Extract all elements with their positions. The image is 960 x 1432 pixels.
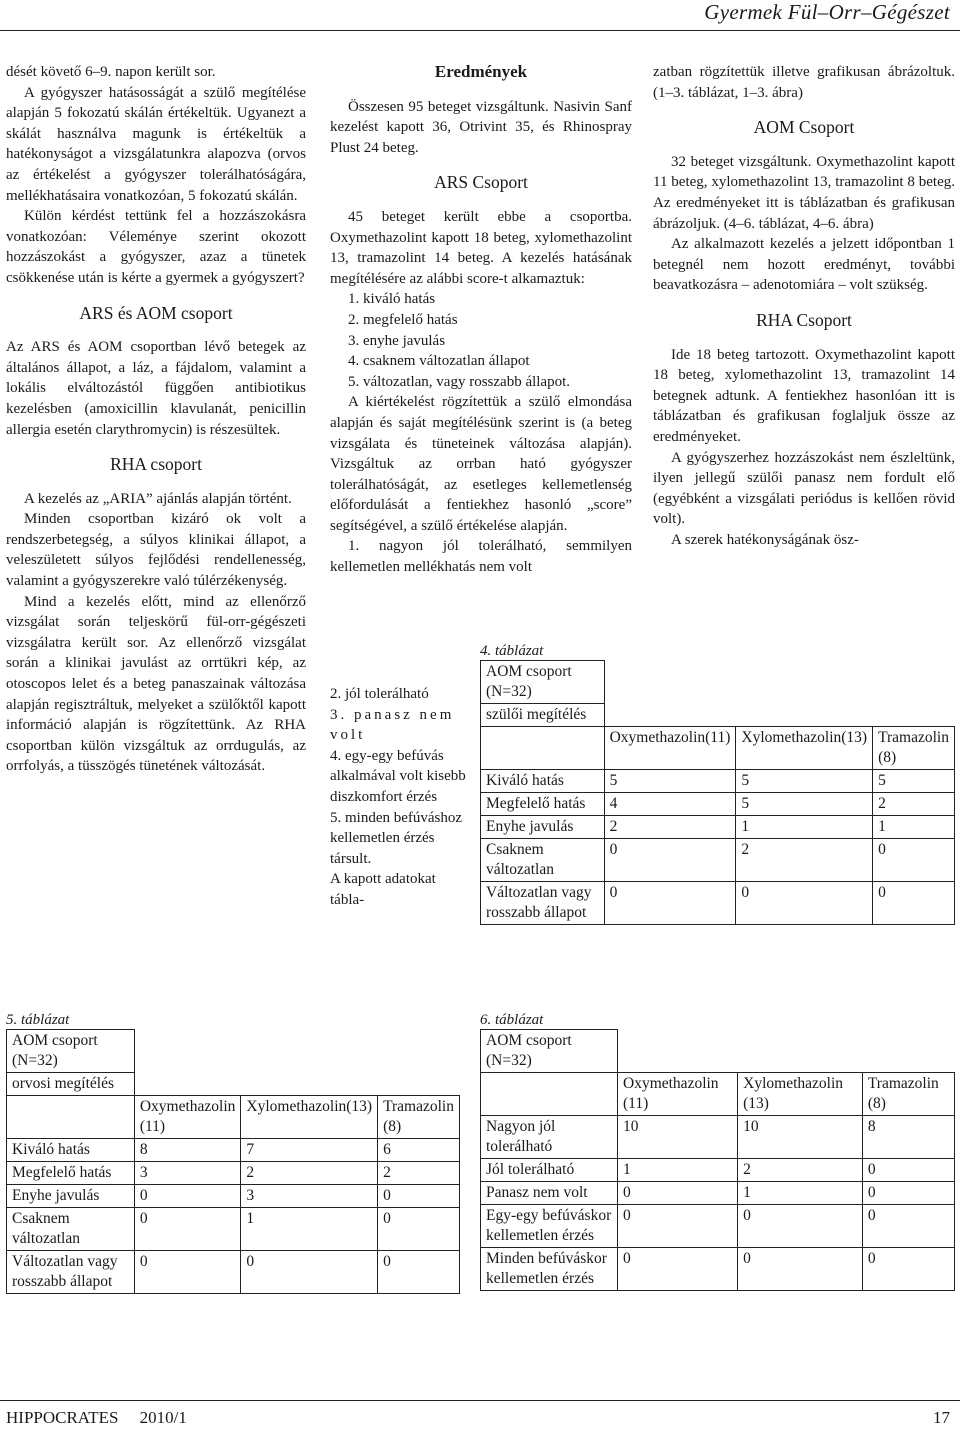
- column-header: Oxymethazolin (11): [134, 1096, 241, 1139]
- row-label: Enyhe javulás: [481, 816, 605, 839]
- list-item: 1. kiváló hatás: [348, 291, 436, 308]
- column-header: Tramazolin (8): [862, 1073, 954, 1116]
- table-caption: 5. táblázat: [6, 1012, 70, 1028]
- table-row: [481, 1116, 955, 1159]
- paragraph: A kapott adatokat tábla-: [330, 871, 436, 908]
- paragraph: 2. jól tolerálható: [330, 686, 429, 702]
- cell: 8: [862, 1116, 954, 1159]
- column-header: Xylomethazolin (13): [738, 1073, 863, 1116]
- column-header: Tramazolin (8): [873, 727, 955, 770]
- section-heading: RHA csoport: [110, 454, 202, 475]
- paragraph: Mind a kezelés előtt, mind az ellenőrző vizsgálat során teljeskörű fül-orr-gégészeti vizsgálatra került sor. Az ellenőrző vizsgálat során a klinikai javulást az orrtükri kép, az otoscopos lelet és a beteg panaszainak változása alapján regisztráltuk, melyeket a szülőktől kapott információ alapján is rögzítettünk. Az RHA csoportban külön vizsgáltuk az orrdugulás, az orrfolyás, a tüsszögés tünetének változását.: [6, 593, 306, 775]
- table-group-cell: AOM csoport (N=32): [481, 1030, 618, 1073]
- cell: 2: [378, 1162, 460, 1185]
- paragraph: A gyógyszerhez hozzászokást nem észleltünk, ilyen jellegű szülői panasz nem fordult elő (egyébként a vizsgálati periódus is kellően rövid volt).: [653, 449, 955, 528]
- row-label: Megfelelő hatás: [481, 793, 605, 816]
- page-header: [0, 0, 960, 30]
- list-item: 5. változatlan, vagy rosszabb állapot.: [348, 373, 571, 390]
- cell: 0: [604, 839, 736, 882]
- cell: 5: [873, 770, 955, 793]
- paragraph: Az ARS és AOM csoportban lévő betegek az általános állapot, a láz, a fájdalom, valamint a lokális elváltozástól függően antibiotikus kezelésben (amoxicillin klavulanát, penicillin allergia esetén clarythromycin) is részesültek.: [6, 339, 306, 438]
- column-header: Tramazolin (8): [378, 1096, 460, 1139]
- row-label: Jól tolerálható: [481, 1159, 618, 1182]
- table-group-cell: AOM csoport (N=32): [7, 1030, 135, 1073]
- table-row: [7, 1139, 460, 1162]
- row-label: Egy-egy befúváskor kellemetlen érzés: [481, 1205, 618, 1248]
- cell: 0: [618, 1205, 738, 1248]
- cell: 10: [738, 1116, 863, 1159]
- table-row: [481, 1248, 955, 1291]
- column-1: [6, 62, 306, 777]
- table-sub-cell: szülői megítélés: [481, 704, 605, 727]
- cell: 0: [378, 1185, 460, 1208]
- row-label: Enyhe javulás: [7, 1185, 135, 1208]
- paragraph: A kezelés az „ARIA” ajánlás alapján történt.: [24, 490, 292, 507]
- footer-divider: [0, 1400, 960, 1401]
- section-heading: Eredmények: [434, 62, 528, 81]
- table-caption: 4. táblázat: [480, 643, 544, 659]
- table-row: [481, 1182, 955, 1205]
- list-item: 4. csaknem változatlan állapot: [348, 353, 530, 370]
- cell: 2: [736, 839, 873, 882]
- cell: 0: [134, 1208, 241, 1251]
- paragraph: Az alkalmazott kezelés a jelzett időpontban 1 betegnél nem hozott eredményt, további beavatkozásra – adenotomiára – volt szükség.: [653, 236, 955, 294]
- wrapped-text-block: [330, 684, 470, 911]
- cell: 2: [873, 793, 955, 816]
- paragraph: 5. minden befúváshoz kellemetlen érzés társult.: [330, 809, 463, 867]
- paragraph: Összesen 95 beteget vizsgáltunk. Nasivin Sanf kezelést kapott 36, Otrivint 35, és Rhinospray Plust 24 beteg.: [330, 98, 632, 156]
- column-header: Oxymethazolin(11): [604, 727, 736, 770]
- row-label: Kiváló hatás: [7, 1139, 135, 1162]
- table-5-block: [6, 1012, 460, 1294]
- results-table-5: [6, 1029, 460, 1294]
- cell: 1: [241, 1208, 378, 1251]
- cell: 2: [738, 1159, 863, 1182]
- table-4-block: [480, 643, 955, 925]
- table-row: [7, 1251, 460, 1294]
- paragraph: dését követő 6–9. napon került sor.: [6, 64, 216, 80]
- column-header: Oxymethazolin (11): [618, 1073, 738, 1116]
- paragraph: 1. nagyon jól tolerálható, semmilyen kellemetlen mellékhatás nem volt: [330, 538, 632, 576]
- cell: 1: [736, 816, 873, 839]
- cell: 0: [862, 1205, 954, 1248]
- table-group-cell: AOM csoport (N=32): [481, 661, 605, 704]
- cell: 0: [873, 839, 955, 882]
- table-6-block: [480, 1012, 955, 1291]
- row-label: Csaknem változatlan: [481, 839, 605, 882]
- paragraph: zatban rögzítettük illetve grafikusan ábrázoltuk. (1–3. táblázat, 1–3. ábra): [653, 64, 955, 101]
- table-row: [7, 1185, 460, 1208]
- section-heading: RHA Csoport: [756, 309, 852, 330]
- empty-cell: [7, 1096, 135, 1139]
- column-3: [653, 62, 955, 550]
- cell: 0: [862, 1248, 954, 1291]
- cell: 0: [134, 1185, 241, 1208]
- results-table-4: [480, 660, 955, 925]
- table-row: [481, 839, 955, 882]
- table-row: [481, 816, 955, 839]
- table-row: [481, 882, 955, 925]
- paragraph: 45 beteget került ebbe a csoportba. Oxymethazolint kapott 18 beteg, xylomethazolint 13, tramazolint 14 beteg. A kezelés hatásának megítélésére az alábbi score-t alkamaztuk:: [330, 208, 632, 287]
- cell: 0: [862, 1159, 954, 1182]
- cell: 0: [862, 1182, 954, 1205]
- cell: 4: [604, 793, 736, 816]
- cell: 1: [873, 816, 955, 839]
- empty-cell: [481, 1073, 618, 1116]
- table-row: [7, 1162, 460, 1185]
- cell: 0: [738, 1205, 863, 1248]
- row-label: Megfelelő hatás: [7, 1162, 135, 1185]
- table-sub-cell: orvosi megítélés: [7, 1073, 135, 1096]
- section-heading: ARS Csoport: [434, 172, 528, 193]
- column-header: Xylomethazolin(13): [241, 1096, 378, 1139]
- cell: 0: [738, 1248, 863, 1291]
- row-label: Nagyon jól tolerálható: [481, 1116, 618, 1159]
- cell: 0: [873, 882, 955, 925]
- column-2: [330, 62, 632, 578]
- empty-cell: [604, 704, 954, 727]
- cell: 2: [241, 1162, 378, 1185]
- journal-section-title: Gyermek Fül–Orr–Gégészet: [704, 0, 950, 24]
- cell: 5: [736, 793, 873, 816]
- cell: 0: [604, 882, 736, 925]
- cell: 3: [134, 1162, 241, 1185]
- row-label: Kiváló hatás: [481, 770, 605, 793]
- results-table-6: [480, 1029, 955, 1291]
- paragraph: Ide 18 beteg tartozott. Oxymethazolint kapott 18 beteg, xylomethazolint 13, tramazolint 14 betegnek adtunk. A fentiekhez hasonlóan itt is táblázatban és grafikusan foglaljuk össze az eredményeket.: [653, 346, 955, 445]
- table-row: [481, 1159, 955, 1182]
- cell: 10: [618, 1116, 738, 1159]
- empty-cell: [134, 1030, 459, 1073]
- cell: 5: [604, 770, 736, 793]
- row-label: Panasz nem volt: [481, 1182, 618, 1205]
- paragraph: 4. egy-egy befúvás alkalmával volt kisebb diszkomfort érzés: [330, 747, 466, 805]
- cell: 8: [134, 1139, 241, 1162]
- row-label: Csaknem változatlan: [7, 1208, 135, 1251]
- cell: 5: [736, 770, 873, 793]
- cell: 1: [738, 1182, 863, 1205]
- paragraph: A gyógyszer hatásosságát a szülő megítélése alapján 5 fokozatú skálán értékeltük. Ugyanezt a skálát használva magunk is értékeltük a hatékonyságot a vizsgálatunkra alapozva (orvos az értékelést a gyógyszer tolerálhatóságára, mellékhatásaira vonatkozóan, 5 fokozatú skálán.: [6, 84, 306, 204]
- empty-cell: [481, 727, 605, 770]
- table-row: [7, 1208, 460, 1251]
- paragraph: 32 beteget vizsgáltunk. Oxymethazolint kapott 11 beteg, xylomethazolint 13, tramazolint 8 beteg. Az eredményeket itt is táblázatban és grafikusan ábrázoljuk. (4–6. táblázat, 4–6. ábra): [653, 153, 955, 232]
- empty-cell: [618, 1030, 955, 1073]
- table-row: [481, 793, 955, 816]
- cell: 0: [618, 1182, 738, 1205]
- cell: 0: [134, 1251, 241, 1294]
- paragraph: Külön kérdést tettünk fel a hozzászokásra vonatkozóan: Véleménye szerint okozott hozzászokást a gyógyszer, azaz a tünetek csökkenése után is kérte a gyermek a gyógyszert?: [6, 208, 306, 286]
- list-item: 2. megfelelő hatás: [348, 311, 458, 328]
- empty-cell: [134, 1073, 459, 1096]
- table-row: [481, 770, 955, 793]
- cell: 0: [736, 882, 873, 925]
- section-heading: AOM Csoport: [753, 117, 855, 138]
- cell: 0: [378, 1251, 460, 1294]
- cell: 7: [241, 1139, 378, 1162]
- header-divider: [0, 30, 960, 31]
- row-label: Minden befúváskor kellemetlen érzés: [481, 1248, 618, 1291]
- section-heading: ARS és AOM csoport: [79, 302, 233, 323]
- paragraph: Minden csoportban kizáró ok volt a rendszerbetegség, a súlyos klinikai állapot, a veleszületett súlyos fejlődési rendellenesség, valamint a gyógyszerekre való túlérzékenység.: [6, 511, 306, 590]
- table-row: [481, 1205, 955, 1248]
- cell: 6: [378, 1139, 460, 1162]
- cell: 3: [241, 1185, 378, 1208]
- row-label: Változatlan vagy rosszabb állapot: [481, 882, 605, 925]
- journal-issue: HIPPOCRATES 2010/1: [6, 1408, 187, 1427]
- cell: 0: [378, 1208, 460, 1251]
- empty-cell: [604, 661, 954, 704]
- paragraph: 3. panasz nem volt: [330, 706, 455, 744]
- paragraph: A kiértékelést rögzítettük a szülő elmondása alapján és saját megítélésünk szerint is (a beteg vizsgálata és tüneteinek változása alapján). Vizsgáltuk az orrban ható gyógyszer tolerálhatóságát, az esetleges kellemetlenség előfordulását a fentiekhez hasonló „score” segítségével, a szülő értékelése alapján.: [330, 394, 632, 534]
- list-item: 3. enyhe javulás: [348, 332, 446, 349]
- row-label: Változatlan vagy rosszabb állapot: [7, 1251, 135, 1294]
- cell: 2: [604, 816, 736, 839]
- cell: 0: [241, 1251, 378, 1294]
- column-header: Xylomethazolin(13): [736, 727, 873, 770]
- cell: 1: [618, 1159, 738, 1182]
- table-caption: 6. táblázat: [480, 1012, 544, 1028]
- cell: 0: [618, 1248, 738, 1291]
- page-number: 17: [933, 1408, 950, 1427]
- paragraph: A szerek hatékonyságának ösz-: [671, 531, 859, 548]
